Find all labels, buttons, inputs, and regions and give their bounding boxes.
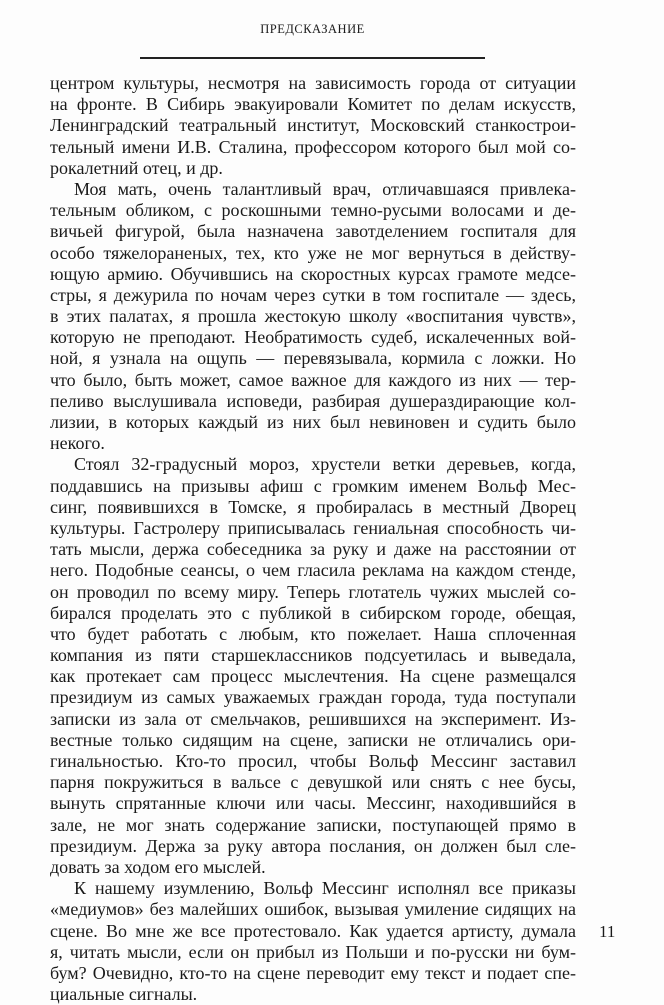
text-line: синг, появившихся в Томске, я пробиралась в местный Дворец [50, 496, 576, 517]
text-line: как протекает сам процесс мыслечтения. На сцене размещался [50, 666, 576, 687]
text-line: К нашему изумлению, Вольф Мессинг исполнял все приказы [74, 878, 576, 899]
text-line: Стоял 32-градусный мороз, хрустели ветки деревьев, когда, [74, 454, 576, 475]
text-line: «медиумов» без малейших ошибок, вызывая умиление сидящих на [50, 899, 576, 920]
text-line: зале, не мог знать содержание записки, поступающей прямо в [50, 814, 576, 835]
text-line: него. Подобные сеансы, о чем гласила реклама на каждом стенде, [50, 560, 576, 581]
text-line: сцене. Во мне же все протестовало. Как удается артисту, думала [50, 920, 576, 941]
text-line: на фронте. В Сибирь эвакуировали Комитет по делам искусств, [50, 94, 576, 115]
text-line: рокалетний отец, и др. [50, 157, 223, 178]
paragraph [50, 454, 576, 878]
text-line: бирался проделать это с публикой в сибирском городе, обещая, [50, 602, 576, 623]
text-line: в этих палатах, я прошла жестокую школу «воспитания чувств», [50, 306, 576, 327]
text-line: тельным обликом, с роскошными темно-русыми волосами и де- [50, 200, 576, 221]
text-line: что было, быть может, самое важное для каждого из них — тер- [50, 369, 576, 390]
text-line: тать мысли, держа собеседника за руку и даже на расстоянии от [50, 539, 576, 560]
text-line: циальные сигналы. [50, 984, 198, 1005]
paragraph [50, 878, 576, 1005]
text-line: лизии, в которых каждый из них был невиновен и судить было [50, 412, 576, 432]
text-line: довать за ходом его мыслей. [50, 856, 266, 877]
page-number: 11 [599, 922, 616, 941]
text-line: я, читать мысли, если он прибыл из Польши и по-русски ни бум- [50, 941, 576, 962]
header-rule [140, 57, 485, 59]
text-line: стры, я дежурила по ночам через сутки в том госпитале — здесь, [50, 284, 576, 305]
text-line: компания из пяти старшеклассников подсуетилась и выведала, [50, 645, 576, 666]
text-line: которую не преподают. Необратимость судеб, искалеченных вой- [50, 327, 576, 348]
text-line: ющую армию. Обучившись на скоростных курсах грамоте медсе- [50, 263, 576, 284]
text-line: поддавшись на призывы афиш с громким именем Вольф Мес- [50, 475, 576, 496]
text-line: бум? Очевидно, кто-то на сцене переводит ему текст и подает спе- [50, 962, 576, 983]
text-line: ной, я узнала на ощупь — перевязывала, кормила с ложки. Но [50, 348, 576, 369]
text-line: центром культуры, несмотря на зависимость города от ситуации [50, 73, 576, 93]
text-line: президиум из самых уважаемых граждан города, туда поступали [50, 687, 576, 708]
text-line: записки из зала от смельчаков, решившихся на эксперимент. Из- [50, 708, 576, 729]
paragraph [50, 73, 576, 179]
text-line: что будет работать с любым, кто пожелает. Наша сплоченная [50, 623, 576, 644]
text-line: вичьей фигурой, была назначена завотделением госпиталя для [50, 221, 576, 242]
text-line: гинальностью. Кто-то просил, чтобы Вольф Мессинг заставил [50, 751, 576, 771]
text-line: вестные только сидящим на сцене, записки не отличались ори- [50, 729, 576, 750]
paragraph [50, 179, 576, 454]
text-line: некого. [50, 433, 105, 454]
text-line: Ленинградский театральный институт, Московский станкострои- [50, 115, 576, 136]
text-line: вынуть спрятанные ключи или часы. Мессинг, находившийся в [50, 793, 576, 814]
text-line: президиум. Держа за руку автора послания, он должен был сле- [50, 835, 576, 856]
text-line: пеливо выслушивала исповеди, разбирая душераздирающие кол- [50, 390, 576, 411]
text-line: особо тяжелораненых, тех, кто уже не мог вернуться в действу- [50, 242, 576, 263]
body-text [50, 73, 576, 1005]
text-line: Моя мать, очень талантливый врач, отличавшаяся привлека- [74, 178, 576, 199]
text-line: культуры. Гастролеру приписывалась гениальная способность чи- [50, 517, 576, 538]
text-line: он проводил по всему миру. Теперь глотатель чужих мыслей со- [50, 581, 576, 602]
text-line: тельный имени И.В. Сталина, профессором которого был мой со- [50, 136, 576, 157]
running-head: ПРЕДСКАЗАНИЕ [260, 22, 365, 36]
text-line: парня покружиться в вальсе с девушкой или снять с нее бусы, [50, 772, 576, 793]
